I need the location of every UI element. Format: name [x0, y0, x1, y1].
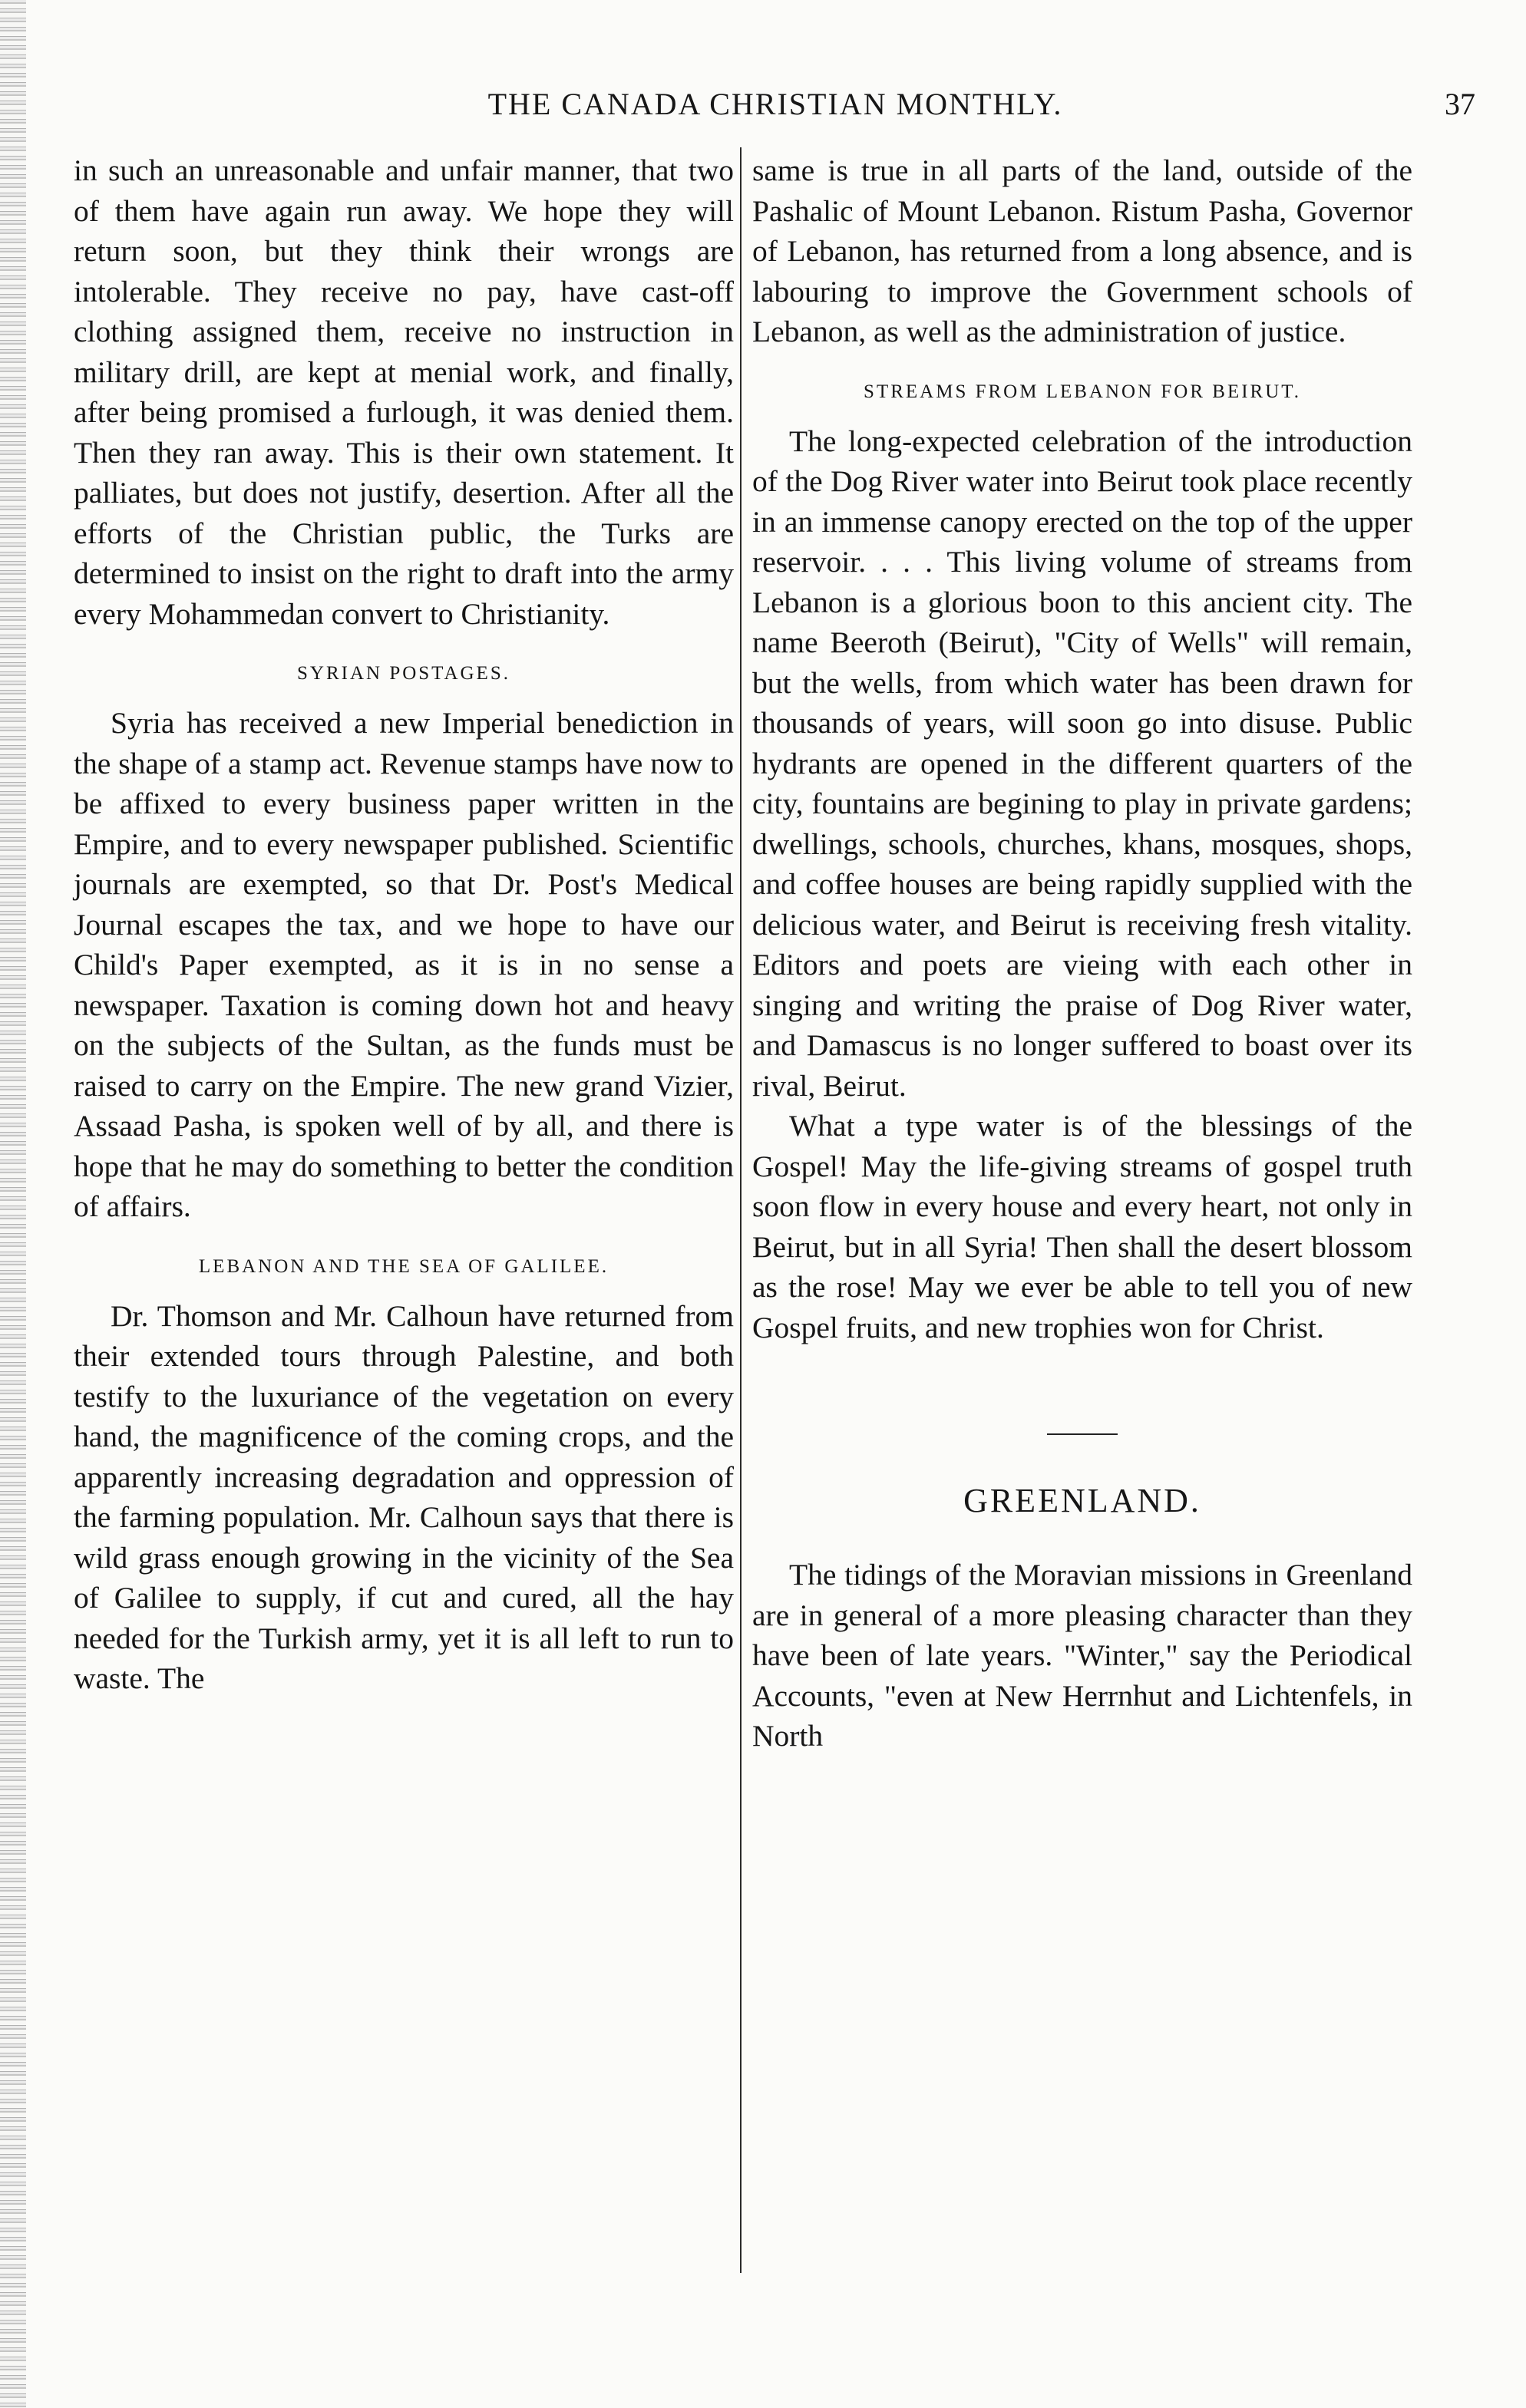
heading-streams-lebanon: STREAMS FROM LEBANON FOR BEIRUT.: [864, 381, 1301, 402]
paragraph-desertion: in such an unreasonable and unfair manner, that two of them have again run away. We hope they will return soon, but they think their wrongs are intolerable. They receive no pay, have cast-off clothing assigned them, receive no instruction in military drill, are kept at menial work, and finally, after being promised a furlough, it was denied them. Then they ran away. This is their own statement. It palliates, but does not justify, desertion. After all the efforts of the Christian public, the Turks are determined to insist on the right to draft into the army every Mohammedan convert to Christianity.: [74, 153, 734, 631]
heading-lebanon-galilee: LEBANON AND THE SEA OF GALILEE.: [198, 1255, 609, 1277]
left-column: [74, 150, 734, 1699]
heading-syrian-postages: SYRIAN POSTAGES.: [297, 663, 510, 684]
page-header: [69, 86, 1481, 132]
running-title: THE CANADA CHRISTIAN MONTHLY.: [487, 87, 1063, 121]
section-divider: [1047, 1433, 1118, 1435]
paragraph-stamp-act: Syria has received a new Imperial benediction in the shape of a stamp act. Revenue stamps have now to be affixed to every business paper written in the Empire, and to every newspaper published. Scientific journals are exempted, so that Dr. Post's Medical Journal escapes the tax, and we hope to have our Child's Paper exempted, as it is in no sense a newspaper. Taxation is coming down hot and heavy on the subjects of the Sultan, as the funds must be raised to carry on the Empire. The new grand Vizier, Assaad Pasha, is spoken well of by all, and there is hope that he may do something to better the condition of affairs.: [74, 706, 734, 1223]
paragraph-ristum-pasha: same is true in all parts of the land, outside of the Pashalic of Mount Lebanon. Ristum Pasha, Governor of Lebanon, has returned from a long absence, and is labouring to improve the Government schools of Lebanon, as well as the administration of justice.: [752, 153, 1412, 348]
paragraph-thomson-calhoun: Dr. Thomson and Mr. Calhoun have returned from their extended tours through Palestine, and both testify to the luxuriance of the vegetation on every hand, the magnificence of the coming crops, and the apparently increasing degradation and oppression of the farming population. Mr. Calhoun says that there is wild grass enough growing in the vicinity of the Sea of Galilee to supply, if cut and cured, all the hay needed for the Turkish army, yet it is all left to run to waste. The: [74, 1298, 734, 1695]
paragraph-gospel-blessings: What a type water is of the blessings of the Gospel! May the life-giving streams of gospel truth soon flow in every house and every heart, not only in Beirut, but in all Syria! Then shall the desert blossom as the rose! May we ever be able to tell you of new Gospel fruits, and new trophies won for Christ.: [752, 1109, 1412, 1344]
right-column: [752, 150, 1412, 1757]
page-number: 37: [1445, 87, 1475, 121]
column-rule: [740, 147, 742, 2273]
page-binding-edge: [0, 0, 26, 2408]
paragraph-greenland: The tidings of the Moravian missions in Greenland are in general of a more pleasing character than they have been of late years. "Winter," say the Periodical Accounts, "even at New Herrnhut and Lichtenfels, in North: [752, 1558, 1412, 1753]
section-title-greenland: GREENLAND.: [963, 1482, 1201, 1519]
paragraph-dog-river: The long-expected celebration of the introduction of the Dog River water into Beirut took place recently in an immense canopy erected on the top of the upper reservoir. . . . This living volume of streams from Lebanon is a glorious boon to this ancient city. The name Beeroth (Beirut), "City of Wells" will remain, but the wells, from which water has been drawn for thousands of years, will soon go into disuse. Public hydrants are opened in the different quarters of the city, fountains are begining to play in private gardens; dwellings, schools, churches, khans, mosques, shops, and coffee houses are being rapidly supplied with the delicious water, and Beirut is receiving fresh vitality. Editors and poets are vieing with each other in singing and writing the praise of Dog River water, and Damascus is no longer suffered to boast over its rival, Beirut.: [752, 424, 1412, 1103]
